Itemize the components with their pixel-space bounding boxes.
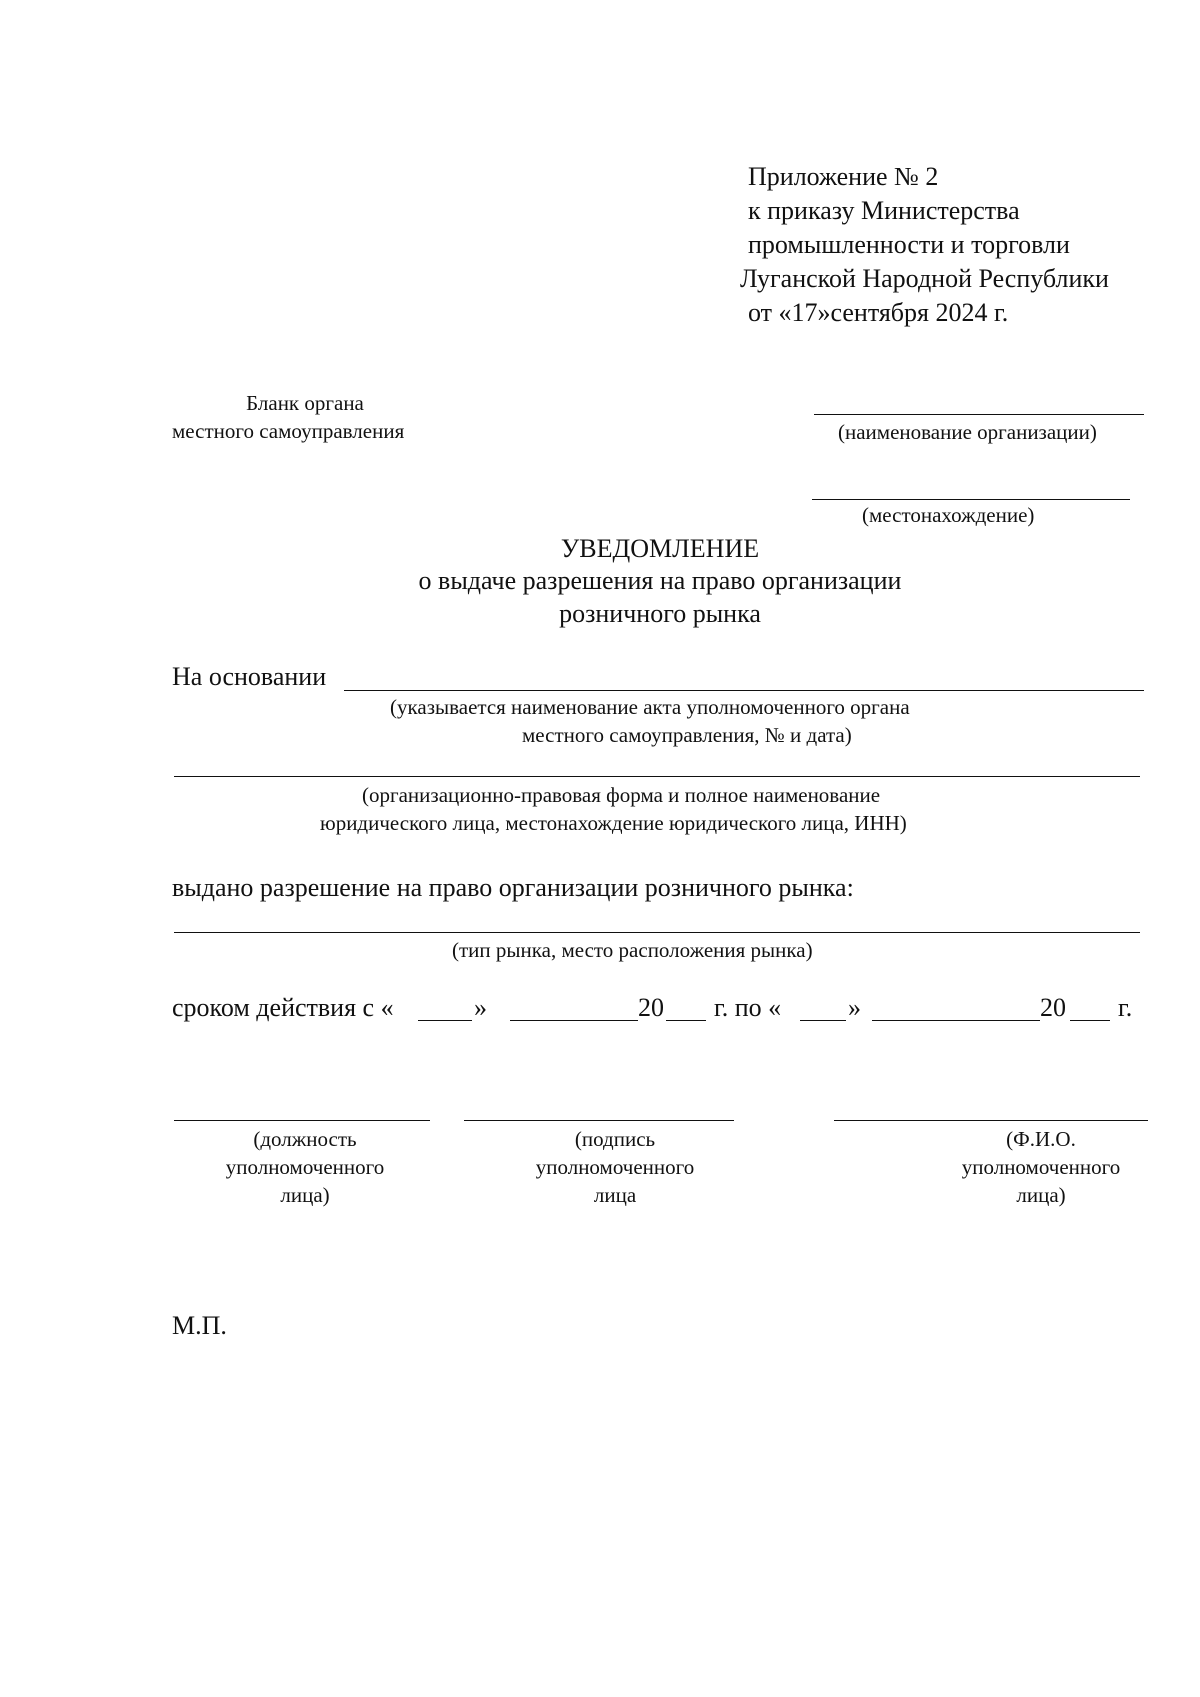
position-signature-line <box>174 1120 430 1121</box>
signature-caption-line-3: лица <box>593 1183 637 1207</box>
signature-line <box>464 1120 734 1121</box>
full-name-caption <box>928 1125 1154 1209</box>
full-name-caption-line-3: лица) <box>1016 1183 1066 1207</box>
market-caption: (тип рынка, место расположения рынка) <box>452 938 813 962</box>
full-name-signature-line <box>834 1120 1148 1121</box>
basis-caption-1: (указывается наименование акта уполномоченного органа <box>390 695 910 719</box>
signature-caption <box>502 1125 728 1209</box>
location-line <box>812 499 1130 500</box>
appendix-line-1: Приложение № 2 <box>748 162 939 191</box>
org-name-line <box>814 414 1144 415</box>
validity-year-2: 20 <box>1040 993 1066 1022</box>
location-caption: (местонахождение) <box>862 503 1035 527</box>
full-name-caption-line-1: (Ф.И.О. <box>1006 1127 1076 1151</box>
position-caption-line-1: (должность <box>253 1127 357 1151</box>
market-line <box>174 932 1140 933</box>
appendix-line-3: промышленности и торговли <box>748 230 1070 259</box>
validity-mid: г. по « <box>714 993 782 1022</box>
validity-suffix: г. <box>1118 993 1133 1022</box>
day-to-line <box>800 1020 846 1021</box>
signature-caption-line-1: (подпись <box>574 1127 656 1151</box>
position-caption-line-3: лица) <box>280 1183 330 1207</box>
header-left-line-1: Бланк органа <box>246 391 364 415</box>
entity-caption-2: юридического лица, местонахождение юридического лица, ИНН) <box>320 811 907 835</box>
month-to-line <box>872 1020 1040 1021</box>
year-from-line <box>666 1020 706 1021</box>
validity-year-1: 20 <box>638 993 664 1022</box>
stamp-place: М.П. <box>172 1311 227 1340</box>
position-caption <box>190 1125 420 1209</box>
day-from-line <box>418 1020 472 1021</box>
position-caption-line-2: уполномоченного <box>225 1155 385 1179</box>
validity-close-quote-2: » <box>848 993 861 1022</box>
document-title: УВЕДОМЛЕНИЕ <box>560 534 760 563</box>
appendix-line-4: Луганской Народной Республики <box>740 264 1109 293</box>
permit-text: выдано разрешение на право организации розничного рынка: <box>172 873 854 902</box>
basis-caption-2: местного самоуправления, № и дата) <box>522 723 852 747</box>
header-left-line-2: местного самоуправления <box>172 419 405 443</box>
full-name-caption-line-2: уполномоченного <box>961 1155 1121 1179</box>
signature-caption-line-2: уполномоченного <box>535 1155 695 1179</box>
document-subtitle-1: о выдаче разрешения на право организации <box>418 566 902 595</box>
entity-line <box>174 776 1140 777</box>
basis-line <box>344 690 1144 691</box>
validity-close-quote-1: » <box>474 993 487 1022</box>
year-to-line <box>1070 1020 1110 1021</box>
basis-label: На основании <box>172 662 327 691</box>
appendix-line-2: к приказу Министерства <box>748 196 1020 225</box>
entity-caption-1: (организационно-правовая форма и полное наименование <box>362 783 881 807</box>
document-subtitle-2: розничного рынка <box>559 599 761 628</box>
month-from-line <box>510 1020 638 1021</box>
appendix-line-5: от «17»сентября 2024 г. <box>748 298 1009 327</box>
validity-prefix: сроком действия с « <box>172 993 394 1022</box>
org-name-caption: (наименование организации) <box>838 420 1097 444</box>
